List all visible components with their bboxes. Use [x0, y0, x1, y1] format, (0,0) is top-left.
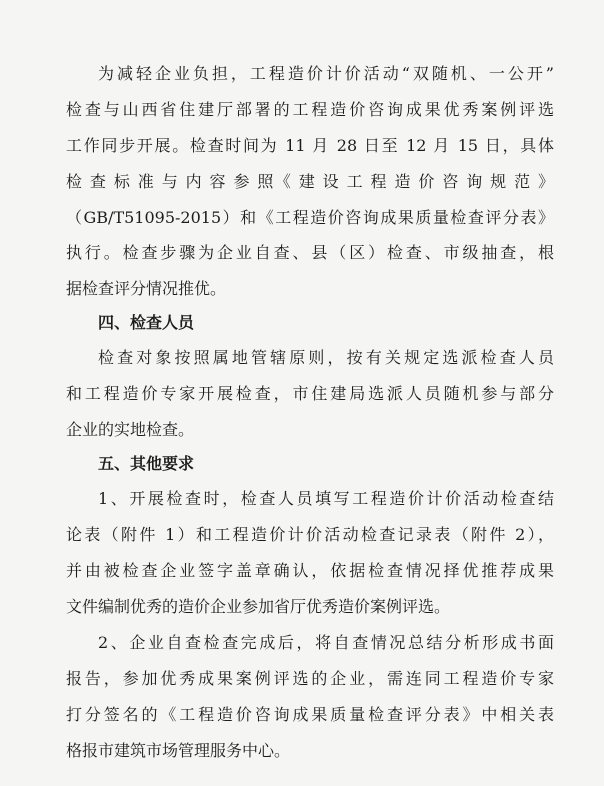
section-heading-personnel: 四、检查人员	[98, 313, 195, 332]
paragraph-1-line-4: 检 查 标 准 与 内 容 参 照《 建 设 工 程 造 价 咨 询 规 范 》	[66, 172, 554, 191]
paragraph-3-line-1: 1、开展检查时，检查人员填写工程造价计价活动检查结	[98, 489, 554, 508]
paragraph-4-line-4: 格报市建筑市场管理服务中心。	[66, 741, 291, 760]
paragraph-1-line-2: 检查与山西省住建厅部署的工程造价咨询成果优秀案例评选	[66, 100, 554, 119]
paragraph-1-line-3: 工作同步开展。检查时间为 11 月 28 日至 12 月 15 日，具体	[66, 136, 554, 155]
paragraph-4-line-3: 打分签名的《工程造价咨询成果质量检查评分表》中相关表	[66, 705, 554, 724]
paragraph-4-line-2: 报告，参加优秀成果案例评选的企业，需连同工程造价专家	[66, 669, 554, 688]
paragraph-1-line-6: 执行。检查步骤为企业自查、县（区）检查、市级抽查，根	[66, 243, 554, 262]
section-heading-other-requirements: 五、其他要求	[98, 454, 195, 473]
paragraph-1-line-1: 为减轻企业负担，工程造价计价活动“双随机、一公开”	[98, 64, 554, 83]
paragraph-1-line-7: 据检查评分情况推优。	[66, 279, 227, 298]
paragraph-3-line-3: 并由被检查企业签字盖章确认，依据检查情况择优推荐成果	[66, 561, 554, 580]
paragraph-4-line-1: 2、企业自查检查完成后，将自查情况总结分析形成书面	[98, 633, 554, 652]
paragraph-2-line-1: 检查对象按照属地管辖原则，按有关规定选派检查人员	[98, 348, 554, 367]
paragraph-1-line-5: （GB/T51095-2015）和《工程造价咨询成果质量检查评分表》	[66, 208, 554, 227]
paragraph-2-line-2: 和工程造价专家开展检查，市住建局选派人员随机参与部分	[66, 384, 554, 403]
paragraph-2-line-3: 企业的实地检查。	[66, 420, 195, 439]
paragraph-3-line-2: 论表（附件 1）和工程造价计价活动检查记录表（附件 2），	[66, 525, 554, 544]
paragraph-3-line-4: 文件编制优秀的造价企业参加省厅优秀造价案例评选。	[66, 597, 451, 616]
